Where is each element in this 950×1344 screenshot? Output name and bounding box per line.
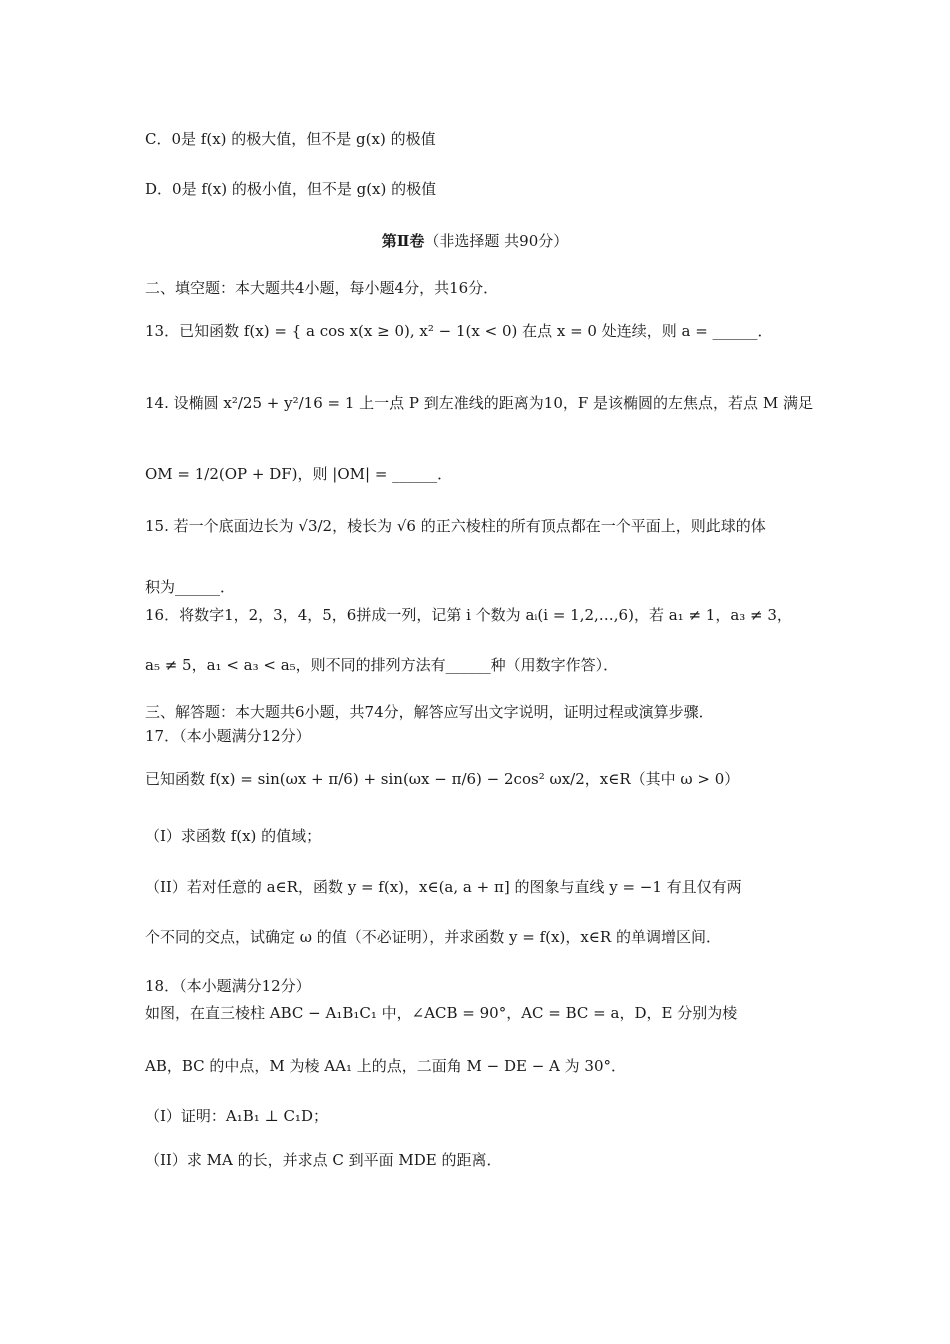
question-16-line-2: a₅ ≠ 5，a₁ < a₃ < a₅，则不同的排列方法有______种（用数字作答）． xyxy=(145,656,619,674)
section-title-bold: 第Ⅱ卷 xyxy=(381,232,425,250)
question-14-line-1: 14. 设椭圆 x²/25 + y²/16 = 1 上一点 P 到左准线的距离为10，F 是该椭圆的左焦点，若点 M 满足 xyxy=(145,394,813,412)
question-14-line-2: OM = 1/2(OP + DF)，则 |OM| = ______． xyxy=(145,465,453,483)
question-18-stem-line-1: 如图，在直三棱柱 ABC − A₁B₁C₁ 中，∠ACB = 90°，AC = BC = a，D，E 分别为棱 xyxy=(145,1004,738,1022)
question-18-heading: 18．（本小题满分12分） xyxy=(145,977,311,995)
question-18-stem-line-2: AB，BC 的中点，M 为棱 AA₁ 上的点，二面角 M − DE − A 为 30°． xyxy=(145,1057,627,1075)
question-17-heading: 17．（本小题满分12分） xyxy=(145,727,311,745)
question-17-stem: 已知函数 f(x) = sin(ωx + π/6) + sin(ωx − π/6) − 2cos² ωx/2，x∈R（其中 ω > 0） xyxy=(145,770,740,788)
question-17-part-2-line-2: 个不同的交点，试确定 ω 的值（不必证明），并求函数 y = f(x)，x∈R 的单调增区间． xyxy=(145,928,721,946)
fill-in-section-intro: 二、填空题：本大题共4小题，每小题4分，共16分． xyxy=(145,279,499,297)
option-d: D．0是 f(x) 的极小值，但不是 g(x) 的极值 xyxy=(145,180,437,198)
question-16-line-1: 16．将数字1，2，3，4，5，6拼成一列，记第 i 个数为 aᵢ(i = 1,2,…,6)，若 a₁ ≠ 1，a₃ ≠ 3， xyxy=(145,606,792,624)
question-17-part-1: （I）求函数 f(x) 的值域； xyxy=(145,827,322,845)
question-18-part-2: （II）求 MA 的长，并求点 C 到平面 MDE 的距离． xyxy=(145,1151,502,1169)
question-17-part-2-line-1: （II）若对任意的 a∈R，函数 y = f(x)，x∈(a, a + π] 的图象与直线 y = −1 有且仅有两 xyxy=(145,878,742,896)
question-13: 13．已知函数 f(x) = { a cos x(x ≥ 0), x² − 1(x < 0) 在点 x = 0 处连续，则 a = ______． xyxy=(145,322,773,340)
section-title-rest: （非选择题 共90分） xyxy=(424,232,569,250)
answer-section-intro: 三、解答题：本大题共6小题，共74分，解答应写出文字说明，证明过程或演算步骤． xyxy=(145,703,714,721)
question-18-part-1: （I）证明：A₁B₁ ⊥ C₁D； xyxy=(145,1107,328,1125)
option-c: C．0是 f(x) 的极大值，但不是 g(x) 的极值 xyxy=(145,130,436,148)
section-title xyxy=(0,230,950,251)
question-15-line-2: 积为______． xyxy=(145,578,236,596)
question-15-line-1: 15. 若一个底面边长为 √3/2，棱长为 √6 的正六棱柱的所有顶点都在一个平面上，则此球的体 xyxy=(145,517,766,535)
